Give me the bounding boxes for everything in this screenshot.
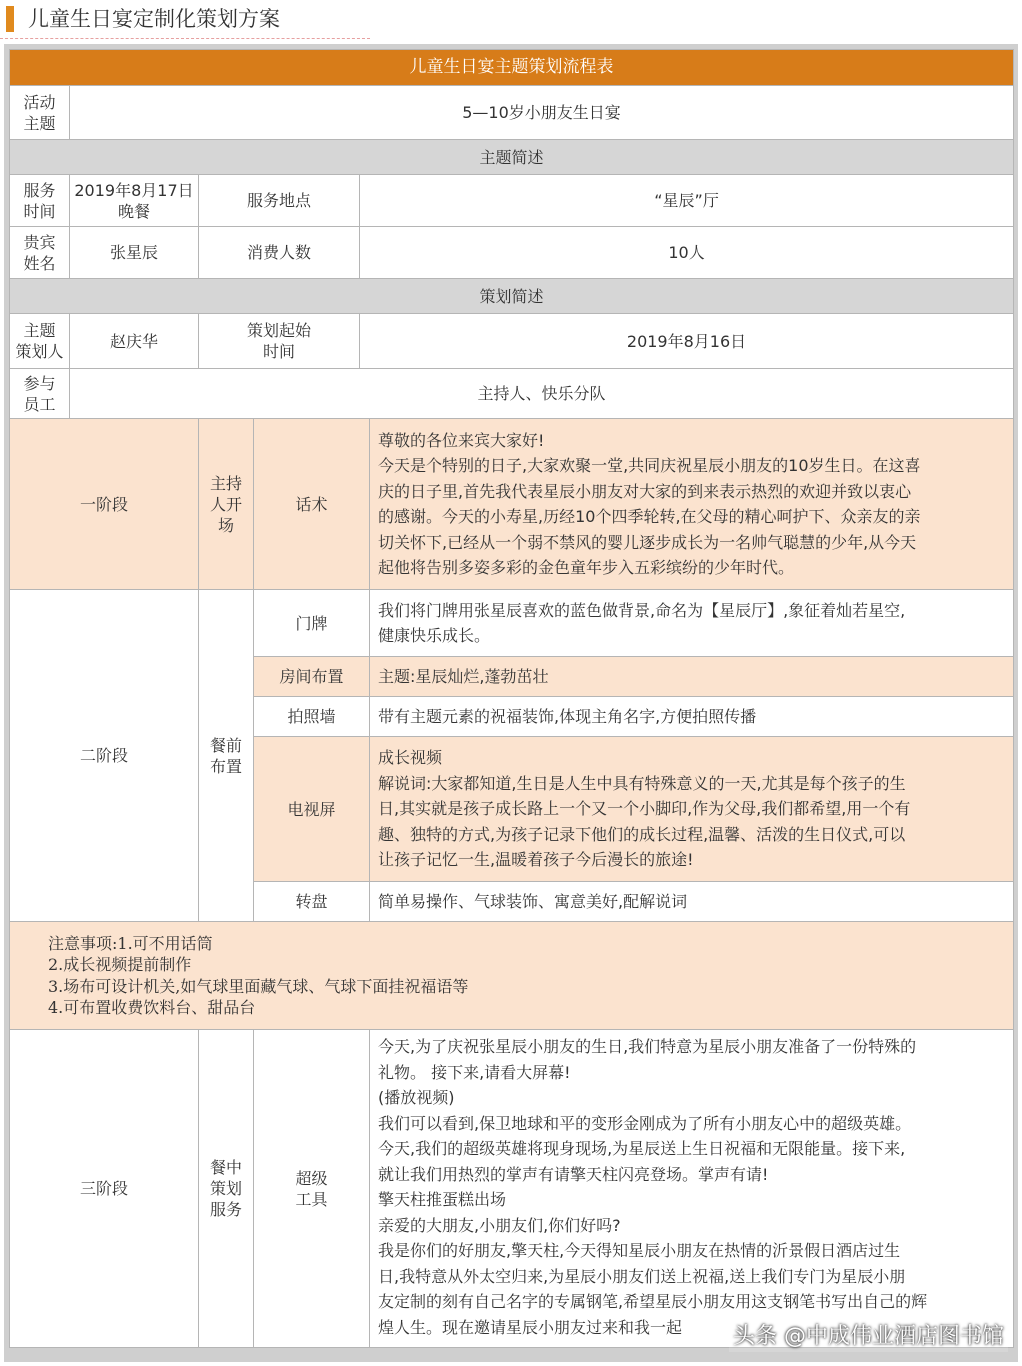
sub-line: 场 — [217, 515, 234, 535]
service-time-label — [10, 175, 70, 227]
label-line: 贵宾 — [23, 232, 56, 252]
stage2-item-text: 带有主题元素的祝福装饰,体现主角名字,方便拍照传播 — [370, 697, 1014, 737]
stage2-item-text: 主题:星辰灿烂,蓬勃茁壮 — [370, 657, 1014, 697]
script-line: 擎天柱推蛋糕出场 — [378, 1190, 507, 1209]
value-line: 晚餐 — [117, 201, 150, 221]
stage1-sub — [199, 419, 254, 590]
item-line: 超级 — [295, 1168, 328, 1188]
notes-block — [10, 922, 1014, 1030]
script-line: 就让我们用热烈的掌声有请擎天柱闪亮登场。掌声有请! — [378, 1164, 769, 1184]
guest-count-label: 消费人数 — [199, 227, 360, 279]
stage3-row — [10, 1030, 1014, 1348]
sub-line: 服务 — [209, 1200, 242, 1219]
watermark: 头条 @中成伟业酒店图书馆 — [729, 1317, 1008, 1352]
planner-label — [10, 314, 70, 369]
script-line: 起他将告别多姿多彩的金色童年步入五彩缤纷的少年时代。 — [378, 558, 795, 577]
label-line: 时间 — [23, 201, 56, 221]
plan-start-value: 2019年8月16日 — [360, 314, 1014, 369]
planner-row — [10, 314, 1014, 369]
script-line: 今天,我们的超级英雄将现身现场,为星辰送上生日祝福和无限能量。接下来, — [378, 1139, 906, 1158]
stage1-script — [370, 419, 1014, 590]
plan-summary-row — [10, 279, 1014, 314]
stage2-item-label: 转盘 — [254, 882, 370, 922]
text-line: 健康快乐成长。 — [378, 626, 491, 645]
guest-name-label — [10, 227, 70, 279]
stage3-script — [370, 1030, 1014, 1348]
note-line: 3.场布可设计机关,如气球里面藏气球、气球下面挂祝福语等 — [48, 976, 469, 996]
script-line: 友定制的刻有自己名字的专属钢笔,希望星辰小朋友用这支钢笔书写出自己的辉 — [378, 1292, 928, 1311]
text-line: 成长视频 — [378, 748, 443, 768]
service-time-value — [70, 175, 199, 227]
sub-line: 布置 — [209, 756, 242, 776]
sub-line: 餐中 — [209, 1158, 242, 1177]
sub-line: 餐前 — [209, 735, 242, 755]
staff-row — [10, 369, 1014, 419]
sub-line: 主持 — [209, 473, 242, 493]
theme-summary-row — [10, 140, 1014, 175]
page-header — [0, 0, 370, 39]
label-line: 姓名 — [23, 253, 56, 273]
text-line: 解说词:大家都知道,生日是人生中具有特殊意义的一天,尤其是每个孩子的生 — [378, 773, 906, 793]
table-title-row — [10, 50, 1014, 86]
script-line: 的感谢。今天的小寿星,历经10个四季轮转,在父母的精心呵护下、众亲友的亲 — [378, 507, 921, 526]
notes-row — [10, 922, 1014, 1030]
script-line: 今天是个特别的日子,大家欢聚一堂,共同庆祝星辰小朋友的10岁生日。在这喜 — [378, 456, 921, 475]
script-line: 亲爱的大朋友,小朋友们,你们好吗? — [378, 1215, 621, 1235]
script-line: 礼物。 接下来,请看大屏幕! — [378, 1062, 571, 1082]
text-line: 趣、独特的方式,为孩子记录下他们的成长过程,温馨、活泼的生日仪式,可以 — [378, 824, 906, 844]
plan-summary-heading: 策划简述 — [10, 279, 1014, 314]
activity-label-line: 活动 — [23, 92, 56, 112]
activity-label-line: 主题 — [23, 113, 56, 133]
stage2-sub — [199, 590, 254, 922]
service-place-label: 服务地点 — [199, 175, 360, 227]
script-line: (播放视频) — [378, 1088, 455, 1107]
script-line: 尊敬的各位来宾大家好! — [378, 430, 545, 450]
service-place-value: “星辰”厅 — [360, 175, 1014, 227]
guest-count-value: 10人 — [360, 227, 1014, 279]
stage1-row — [10, 419, 1014, 590]
stage3-sub — [199, 1030, 254, 1348]
sub-line: 策划 — [209, 1179, 242, 1198]
label-line: 员工 — [23, 394, 56, 414]
service-row — [10, 175, 1014, 227]
theme-summary-heading: 主题简述 — [10, 140, 1014, 175]
label-line: 服务 — [23, 180, 56, 200]
staff-value: 主持人、快乐分队 — [70, 369, 1014, 419]
stage3-item — [254, 1030, 370, 1348]
activity-label — [10, 86, 70, 140]
stage2-row-door — [10, 590, 1014, 657]
activity-row — [10, 86, 1014, 140]
planner-value: 赵庆华 — [70, 314, 199, 369]
stage1-item: 话术 — [254, 419, 370, 590]
stage2-name: 二阶段 — [10, 590, 199, 922]
label-line: 主题 — [23, 321, 56, 340]
label-line: 策划人 — [15, 342, 64, 361]
script-line: 煌人生。现在邀请星辰小朋友过来和我一起 — [378, 1317, 683, 1337]
stage2-item-text: 简单易操作、气球装饰、寓意美好,配解说词 — [370, 882, 1014, 922]
script-line: 我是你们的好朋友,擎天柱,今天得知星辰小朋友在热情的沂景假日酒店过生 — [378, 1241, 901, 1260]
plan-table — [9, 49, 1014, 1348]
staff-label — [10, 369, 70, 419]
text-line: 我们将门牌用张星辰喜欢的蓝色做背景,命名为【星辰厅】,象征着灿若星空, — [378, 600, 906, 620]
plan-start-label — [199, 314, 360, 369]
activity-value: 5—10岁小朋友生日宴 — [70, 86, 1014, 140]
script-line: 我们可以看到,保卫地球和平的变形金刚成为了所有小朋友心中的超级英雄。 — [378, 1113, 912, 1133]
stage1-name: 一阶段 — [10, 419, 199, 590]
script-line: 庆的日子里,首先我代表星辰小朋友对大家的到来表示热烈的欢迎并致以衷心 — [378, 481, 912, 501]
stage3-name: 三阶段 — [10, 1030, 199, 1348]
script-line: 日,我特意从外太空归来,为星辰小朋友们送上祝福,送上我们专门为星辰小朋 — [378, 1266, 906, 1286]
stage2-item-label: 房间布置 — [254, 657, 370, 697]
label-line: 时间 — [262, 342, 295, 361]
item-line: 工具 — [295, 1189, 328, 1209]
label-line: 策划起始 — [246, 321, 311, 340]
guest-name-value: 张星辰 — [70, 227, 199, 279]
page-title: 儿童生日宴定制化策划方案 — [28, 7, 280, 31]
script-line: 今天,为了庆祝张星辰小朋友的生日,我们特意为星辰小朋友准备了一份特殊的 — [378, 1037, 917, 1056]
stage2-item-text — [370, 737, 1014, 882]
note-line: 2.成长视频提前制作 — [48, 955, 192, 974]
guest-row — [10, 227, 1014, 279]
note-line: 注意事项:1.可不用话筒 — [48, 933, 213, 953]
label-line: 参与 — [23, 373, 56, 393]
stage2-item-label: 门牌 — [254, 590, 370, 657]
text-line: 让孩子记忆一生,温暖着孩子今后漫长的旅途! — [378, 850, 694, 870]
script-line: 切关怀下,已经从一个弱不禁风的婴儿逐步成长为一名帅气聪慧的少年,从今天 — [378, 532, 917, 552]
value-line: 2019年8月17日 — [74, 180, 194, 200]
stage2-item-text — [370, 590, 1014, 657]
sub-line: 人开 — [209, 494, 242, 514]
stage2-item-label: 电视屏 — [254, 737, 370, 882]
stage2-item-label: 拍照墙 — [254, 697, 370, 737]
title-accent-bar — [6, 6, 14, 32]
note-line: 4.可布置收费饮料台、甜品台 — [48, 998, 256, 1017]
text-line: 日,其实就是孩子成长路上一个又一个小脚印,作为父母,我们都希望,用一个有 — [378, 799, 911, 819]
table-title: 儿童生日宴主题策划流程表 — [10, 50, 1014, 86]
